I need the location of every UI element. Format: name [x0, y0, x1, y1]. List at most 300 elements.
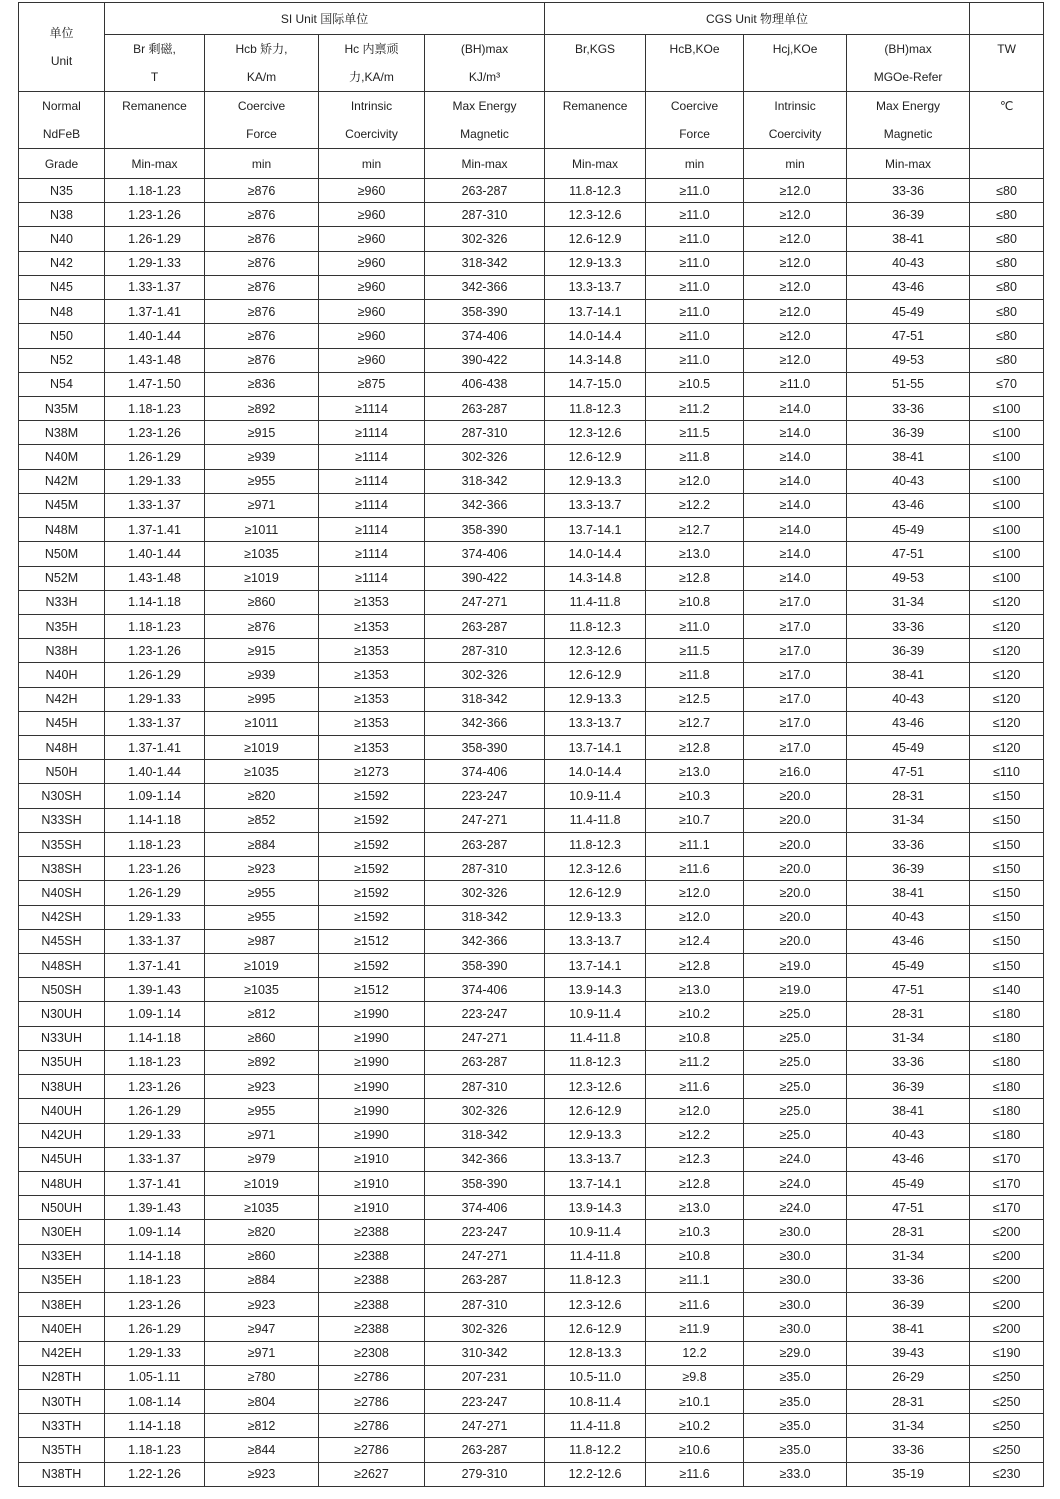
header-description-7-line1: Intrinsic — [774, 99, 816, 113]
value-cell: 12.9-13.3 — [545, 905, 646, 929]
grade-cell: N38EH — [19, 1293, 105, 1317]
value-cell: 14.0-14.4 — [545, 324, 646, 348]
value-cell: 14.0-14.4 — [545, 760, 646, 784]
value-cell: 12.9-13.3 — [545, 1123, 646, 1147]
value-cell: ≥11.8 — [646, 445, 744, 469]
value-cell: 1.26-1.29 — [105, 445, 205, 469]
value-cell: ≤250 — [970, 1365, 1044, 1389]
value-cell: 1.23-1.26 — [105, 1293, 205, 1317]
table-row — [19, 687, 1044, 711]
value-cell: ≥1114 — [319, 421, 425, 445]
value-cell: ≤140 — [970, 978, 1044, 1002]
value-cell: 1.18-1.23 — [105, 1050, 205, 1074]
value-cell: ≥14.0 — [744, 518, 847, 542]
value-cell: ≤180 — [970, 1075, 1044, 1099]
value-cell: ≤80 — [970, 300, 1044, 324]
table-row — [19, 711, 1044, 735]
header-quantity-0-line1: Br 剩磁, — [133, 42, 176, 56]
value-cell: ≥20.0 — [744, 929, 847, 953]
value-cell: 374-406 — [425, 760, 545, 784]
value-cell: ≥11.0 — [646, 300, 744, 324]
value-cell: ≥892 — [205, 396, 319, 420]
value-cell: 13.3-13.7 — [545, 493, 646, 517]
grade-cell: N28TH — [19, 1365, 105, 1389]
value-cell: 38-41 — [847, 663, 970, 687]
value-cell: ≥1592 — [319, 784, 425, 808]
value-cell: ≥11.6 — [646, 857, 744, 881]
value-cell: ≥11.6 — [646, 1075, 744, 1099]
value-cell: 1.29-1.33 — [105, 905, 205, 929]
value-cell: ≥11.2 — [646, 1050, 744, 1074]
table-row — [19, 1002, 1044, 1026]
value-cell: 45-49 — [847, 518, 970, 542]
value-cell: ≥955 — [205, 905, 319, 929]
value-cell: ≥11.5 — [646, 639, 744, 663]
value-cell: ≥915 — [205, 639, 319, 663]
value-cell: 1.08-1.14 — [105, 1389, 205, 1413]
header-quantity-3-line1: (BH)max — [460, 42, 509, 56]
value-cell: 223-247 — [425, 784, 545, 808]
value-cell: ≤180 — [970, 1123, 1044, 1147]
value-cell: ≥1990 — [319, 1026, 425, 1050]
value-cell: 1.37-1.41 — [105, 1171, 205, 1195]
value-cell: 51-55 — [847, 372, 970, 396]
value-cell: ≥12.0 — [744, 251, 847, 275]
value-cell: ≤80 — [970, 203, 1044, 227]
value-cell: 45-49 — [847, 300, 970, 324]
value-cell: ≥1353 — [319, 590, 425, 614]
value-cell: ≥12.0 — [646, 881, 744, 905]
value-cell: ≥1011 — [205, 518, 319, 542]
header-quantity-4-line1: Br,KGS — [575, 42, 616, 56]
value-cell: ≥2388 — [319, 1244, 425, 1268]
value-cell: ≥876 — [205, 275, 319, 299]
grade-cell: N38H — [19, 639, 105, 663]
header-range-4: Min-max — [425, 149, 545, 179]
value-cell: 13.7-14.1 — [545, 954, 646, 978]
value-cell: 45-49 — [847, 954, 970, 978]
value-cell: 1.33-1.37 — [105, 711, 205, 735]
header-description-0-line2: NdFeB — [42, 127, 81, 141]
value-cell: 43-46 — [847, 1147, 970, 1171]
value-cell: ≥955 — [205, 1099, 319, 1123]
value-cell: 12.3-12.6 — [545, 203, 646, 227]
value-cell: ≤200 — [970, 1220, 1044, 1244]
header-description-2 — [205, 92, 319, 149]
grade-cell: N52 — [19, 348, 105, 372]
value-cell: 1.39-1.43 — [105, 1196, 205, 1220]
table-row — [19, 203, 1044, 227]
value-cell: ≤170 — [970, 1171, 1044, 1195]
value-cell: ≥1512 — [319, 929, 425, 953]
table-row — [19, 590, 1044, 614]
value-cell: 302-326 — [425, 1317, 545, 1341]
value-cell: ≥1035 — [205, 978, 319, 1002]
grade-cell: N45 — [19, 275, 105, 299]
value-cell: 263-287 — [425, 179, 545, 203]
header-range-2: min — [205, 149, 319, 179]
value-cell: ≥2308 — [319, 1341, 425, 1365]
value-cell: ≤80 — [970, 227, 1044, 251]
value-cell: ≥11.0 — [646, 275, 744, 299]
value-cell: 31-34 — [847, 590, 970, 614]
value-cell: 13.7-14.1 — [545, 300, 646, 324]
value-cell: ≥11.0 — [646, 203, 744, 227]
value-cell: ≥12.0 — [744, 179, 847, 203]
value-cell: 1.26-1.29 — [105, 1317, 205, 1341]
value-cell: ≥10.3 — [646, 1220, 744, 1244]
table-row — [19, 1365, 1044, 1389]
value-cell: ≥1910 — [319, 1171, 425, 1195]
value-cell: ≤150 — [970, 857, 1044, 881]
value-cell: ≥35.0 — [744, 1438, 847, 1462]
value-cell: ≥1114 — [319, 566, 425, 590]
header-description-7-line2: Coercivity — [768, 127, 822, 141]
value-cell: ≥20.0 — [744, 784, 847, 808]
grade-cell: N38 — [19, 203, 105, 227]
value-cell: ≥11.0 — [744, 372, 847, 396]
value-cell: ≥30.0 — [744, 1268, 847, 1292]
grade-cell: N33TH — [19, 1414, 105, 1438]
value-cell: 11.4-11.8 — [545, 1414, 646, 1438]
value-cell: 358-390 — [425, 300, 545, 324]
value-cell: 33-36 — [847, 1438, 970, 1462]
value-cell: 287-310 — [425, 1075, 545, 1099]
grade-cell: N40 — [19, 227, 105, 251]
value-cell: 1.29-1.33 — [105, 1341, 205, 1365]
table-row — [19, 445, 1044, 469]
value-cell: 223-247 — [425, 1389, 545, 1413]
value-cell: ≥1035 — [205, 542, 319, 566]
value-cell: ≥876 — [205, 179, 319, 203]
value-cell: 263-287 — [425, 1268, 545, 1292]
value-cell: ≤110 — [970, 760, 1044, 784]
table-row — [19, 1244, 1044, 1268]
value-cell: ≤100 — [970, 542, 1044, 566]
table-row — [19, 784, 1044, 808]
value-cell: 12.9-13.3 — [545, 251, 646, 275]
value-cell: ≥25.0 — [744, 1123, 847, 1147]
value-cell: 13.7-14.1 — [545, 1171, 646, 1195]
value-cell: ≥20.0 — [744, 881, 847, 905]
value-cell: 1.43-1.48 — [105, 348, 205, 372]
value-cell: ≤80 — [970, 179, 1044, 203]
value-cell: ≤190 — [970, 1341, 1044, 1365]
value-cell: ≤80 — [970, 251, 1044, 275]
value-cell: 33-36 — [847, 832, 970, 856]
value-cell: 11.8-12.3 — [545, 832, 646, 856]
table-row — [19, 1389, 1044, 1413]
value-cell: ≥960 — [319, 275, 425, 299]
header-description-1-line1: Remanence — [122, 99, 187, 113]
value-cell: 13.7-14.1 — [545, 736, 646, 760]
value-cell: 1.39-1.43 — [105, 978, 205, 1002]
value-cell: ≥971 — [205, 1123, 319, 1147]
value-cell: ≥12.0 — [744, 275, 847, 299]
value-cell: ≥1019 — [205, 736, 319, 760]
value-cell: ≥30.0 — [744, 1244, 847, 1268]
value-cell: 358-390 — [425, 1171, 545, 1195]
value-cell: 318-342 — [425, 905, 545, 929]
value-cell: ≥19.0 — [744, 978, 847, 1002]
header-description-6 — [646, 92, 744, 149]
value-cell: ≥960 — [319, 251, 425, 275]
value-cell: 33-36 — [847, 1268, 970, 1292]
value-cell: ≥20.0 — [744, 905, 847, 929]
value-cell: ≤150 — [970, 905, 1044, 929]
header-description-9-line2 — [970, 120, 1043, 148]
value-cell: 13.7-14.1 — [545, 518, 646, 542]
grade-cell: N45H — [19, 711, 105, 735]
value-cell: 33-36 — [847, 614, 970, 638]
value-cell: 1.37-1.41 — [105, 300, 205, 324]
value-cell: ≥987 — [205, 929, 319, 953]
value-cell: ≥876 — [205, 251, 319, 275]
table-row — [19, 954, 1044, 978]
table-row — [19, 300, 1044, 324]
value-cell: ≤70 — [970, 372, 1044, 396]
header-range-0: Grade — [19, 149, 105, 179]
grade-cell: N38SH — [19, 857, 105, 881]
value-cell: 38-41 — [847, 1099, 970, 1123]
value-cell: ≥10.1 — [646, 1389, 744, 1413]
value-cell: ≥995 — [205, 687, 319, 711]
value-cell: ≥1353 — [319, 687, 425, 711]
table-row — [19, 493, 1044, 517]
value-cell: ≥12.4 — [646, 929, 744, 953]
value-cell: ≥13.0 — [646, 978, 744, 1002]
value-cell: 36-39 — [847, 639, 970, 663]
value-cell: 1.47-1.50 — [105, 372, 205, 396]
value-cell: ≥876 — [205, 324, 319, 348]
value-cell: 40-43 — [847, 251, 970, 275]
value-cell: ≥30.0 — [744, 1220, 847, 1244]
value-cell: ≥960 — [319, 300, 425, 324]
value-cell: 1.40-1.44 — [105, 542, 205, 566]
value-cell: ≥16.0 — [744, 760, 847, 784]
value-cell: 287-310 — [425, 857, 545, 881]
value-cell: ≥12.0 — [646, 469, 744, 493]
header-si-group: SI Unit 国际单位 — [105, 3, 545, 35]
value-cell: 36-39 — [847, 1293, 970, 1317]
value-cell: 12.6-12.9 — [545, 881, 646, 905]
value-cell: ≤200 — [970, 1293, 1044, 1317]
header-description-3-line2: Coercivity — [345, 127, 398, 141]
value-cell: ≥11.6 — [646, 1293, 744, 1317]
value-cell: 12.2 — [646, 1341, 744, 1365]
table-row — [19, 1196, 1044, 1220]
value-cell: 1.14-1.18 — [105, 1414, 205, 1438]
table-row — [19, 251, 1044, 275]
value-cell: 40-43 — [847, 687, 970, 711]
value-cell: 12.3-12.6 — [545, 421, 646, 445]
table-row — [19, 227, 1044, 251]
value-cell: ≤120 — [970, 663, 1044, 687]
header-description-6-line2: Force — [679, 127, 710, 141]
grade-cell: N42M — [19, 469, 105, 493]
grade-cell: N38TH — [19, 1462, 105, 1486]
grade-cell: N30SH — [19, 784, 105, 808]
value-cell: ≤80 — [970, 348, 1044, 372]
table-row — [19, 832, 1044, 856]
value-cell: 11.4-11.8 — [545, 1244, 646, 1268]
value-cell: 47-51 — [847, 1196, 970, 1220]
grade-cell: N38M — [19, 421, 105, 445]
value-cell: ≥1990 — [319, 1050, 425, 1074]
value-cell: 10.8-11.4 — [545, 1389, 646, 1413]
value-cell: 318-342 — [425, 687, 545, 711]
value-cell: 13.9-14.3 — [545, 978, 646, 1002]
value-cell: 11.8-12.3 — [545, 1050, 646, 1074]
table-row — [19, 372, 1044, 396]
value-cell: ≥1353 — [319, 711, 425, 735]
value-cell: 1.23-1.26 — [105, 1075, 205, 1099]
value-cell: ≥1273 — [319, 760, 425, 784]
value-cell: ≥884 — [205, 1268, 319, 1292]
value-cell: ≥1353 — [319, 639, 425, 663]
value-cell: ≥923 — [205, 1075, 319, 1099]
header-description-7 — [744, 92, 847, 149]
value-cell: 1.18-1.23 — [105, 832, 205, 856]
value-cell: 1.40-1.44 — [105, 324, 205, 348]
value-cell: 247-271 — [425, 1414, 545, 1438]
value-cell: 49-53 — [847, 566, 970, 590]
header-blank — [970, 3, 1044, 35]
value-cell: ≥876 — [205, 614, 319, 638]
value-cell: 1.43-1.48 — [105, 566, 205, 590]
table-row — [19, 929, 1044, 953]
value-cell: 358-390 — [425, 518, 545, 542]
value-cell: 342-366 — [425, 1147, 545, 1171]
value-cell: ≤150 — [970, 784, 1044, 808]
value-cell: 1.33-1.37 — [105, 929, 205, 953]
value-cell: 1.18-1.23 — [105, 1268, 205, 1292]
value-cell: ≥1592 — [319, 808, 425, 832]
value-cell: 1.23-1.26 — [105, 421, 205, 445]
value-cell: ≥12.0 — [646, 1099, 744, 1123]
value-cell: ≥14.0 — [744, 566, 847, 590]
value-cell: ≥25.0 — [744, 1050, 847, 1074]
table-row — [19, 348, 1044, 372]
value-cell: ≥1114 — [319, 493, 425, 517]
value-cell: ≤100 — [970, 469, 1044, 493]
table-row — [19, 1438, 1044, 1462]
value-cell: 1.05-1.11 — [105, 1365, 205, 1389]
grade-cell: N33SH — [19, 808, 105, 832]
value-cell: 31-34 — [847, 1244, 970, 1268]
header-description-6-line1: Coercive — [670, 99, 719, 113]
value-cell: 36-39 — [847, 203, 970, 227]
grade-cell: N40SH — [19, 881, 105, 905]
value-cell: ≥10.5 — [646, 372, 744, 396]
table-row — [19, 518, 1044, 542]
value-cell: ≤100 — [970, 396, 1044, 420]
value-cell: 1.29-1.33 — [105, 1123, 205, 1147]
value-cell: ≥960 — [319, 203, 425, 227]
header-range-8: Min-max — [847, 149, 970, 179]
table-row — [19, 639, 1044, 663]
value-cell: ≥2786 — [319, 1365, 425, 1389]
value-cell: ≥971 — [205, 1341, 319, 1365]
value-cell: ≥947 — [205, 1317, 319, 1341]
value-cell: ≥12.3 — [646, 1147, 744, 1171]
value-cell: ≥955 — [205, 469, 319, 493]
value-cell: 14.7-15.0 — [545, 372, 646, 396]
value-cell: ≥12.0 — [744, 203, 847, 227]
header-description-9 — [970, 92, 1044, 149]
value-cell: ≥960 — [319, 324, 425, 348]
value-cell: 11.8-12.2 — [545, 1438, 646, 1462]
grade-cell: N45UH — [19, 1147, 105, 1171]
value-cell: 12.6-12.9 — [545, 227, 646, 251]
value-cell: ≥2786 — [319, 1389, 425, 1413]
grade-cell: N50UH — [19, 1196, 105, 1220]
header-quantity-5-line1: HcB,KOe — [669, 42, 720, 56]
value-cell: 12.6-12.9 — [545, 445, 646, 469]
value-cell: 1.18-1.23 — [105, 396, 205, 420]
value-cell: 10.9-11.4 — [545, 1002, 646, 1026]
value-cell: 1.18-1.23 — [105, 1438, 205, 1462]
value-cell: ≥923 — [205, 1293, 319, 1317]
value-cell: 14.3-14.8 — [545, 566, 646, 590]
value-cell: ≤200 — [970, 1317, 1044, 1341]
value-cell: 263-287 — [425, 1050, 545, 1074]
value-cell: 11.8-12.3 — [545, 179, 646, 203]
table-row — [19, 1171, 1044, 1195]
value-cell: ≥1592 — [319, 954, 425, 978]
header-quantity-4 — [545, 35, 646, 92]
value-cell: 207-231 — [425, 1365, 545, 1389]
value-cell: ≥11.6 — [646, 1462, 744, 1486]
table-row — [19, 1075, 1044, 1099]
value-cell: ≥1592 — [319, 881, 425, 905]
header-quantity-3-line2: KJ/m³ — [468, 70, 501, 84]
value-cell: 342-366 — [425, 711, 545, 735]
header-description-2-line2: Force — [246, 127, 277, 141]
value-cell: 374-406 — [425, 1196, 545, 1220]
value-cell: 28-31 — [847, 1220, 970, 1244]
value-cell: 287-310 — [425, 1293, 545, 1317]
value-cell: ≥1114 — [319, 542, 425, 566]
table-row — [19, 1462, 1044, 1486]
header-description-2-line1: Coercive — [237, 99, 286, 113]
value-cell: 1.26-1.29 — [105, 881, 205, 905]
value-cell: 36-39 — [847, 1075, 970, 1099]
value-cell: ≥2388 — [319, 1268, 425, 1292]
value-cell: ≥876 — [205, 227, 319, 251]
value-cell: 10.9-11.4 — [545, 1220, 646, 1244]
value-cell: 12.9-13.3 — [545, 687, 646, 711]
value-cell: ≥1353 — [319, 614, 425, 638]
value-cell: 247-271 — [425, 1026, 545, 1050]
value-cell: ≥24.0 — [744, 1171, 847, 1195]
value-cell: 263-287 — [425, 396, 545, 420]
value-cell: 374-406 — [425, 324, 545, 348]
value-cell: ≥10.7 — [646, 808, 744, 832]
value-cell: ≤150 — [970, 881, 1044, 905]
value-cell: 40-43 — [847, 1123, 970, 1147]
header-unit-cell — [19, 3, 105, 92]
header-description-0 — [19, 92, 105, 149]
value-cell: 1.14-1.18 — [105, 1244, 205, 1268]
value-cell: ≥13.0 — [646, 542, 744, 566]
grade-cell: N33UH — [19, 1026, 105, 1050]
header-description-8-line1: Max Energy — [876, 99, 941, 113]
value-cell: ≥2786 — [319, 1438, 425, 1462]
value-cell: 1.33-1.37 — [105, 493, 205, 517]
value-cell: ≥2627 — [319, 1462, 425, 1486]
value-cell: 1.37-1.41 — [105, 736, 205, 760]
